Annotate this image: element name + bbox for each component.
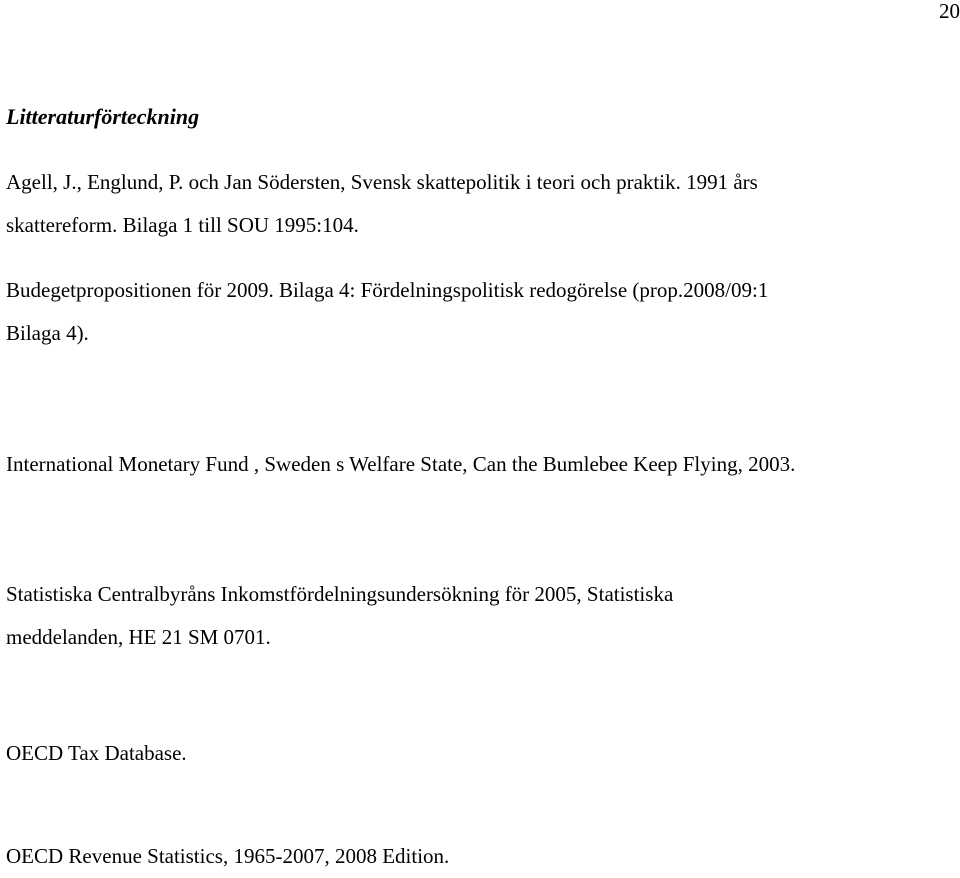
reference-line: OECD Tax Database. bbox=[6, 741, 187, 765]
reference-entry bbox=[6, 835, 960, 878]
reference-line: meddelanden, HE 21 SM 0701. bbox=[6, 625, 271, 649]
reference-line: Bilaga 4). bbox=[6, 321, 89, 345]
reference-line: International Monetary Fund , Sweden s Welfare State, Can the Bumlebee Keep Flying, 2003. bbox=[6, 452, 796, 476]
bibliography-heading: Litteraturförteckning bbox=[6, 104, 200, 129]
reference-line: Statistiska Centralbyråns Inkomstfördelningsundersökning för 2005, Statistiska bbox=[6, 582, 674, 606]
reference-line: Budegetpropositionen för 2009. Bilaga 4: Fördelningspolitisk redogörelse (prop.2008/09:1 bbox=[6, 278, 769, 302]
page-number: 20 bbox=[939, 0, 960, 23]
reference-entry bbox=[6, 269, 960, 355]
reference-entry bbox=[6, 161, 960, 247]
reference-line: skattereform. Bilaga 1 till SOU 1995:104. bbox=[6, 213, 359, 237]
reference-line: Agell, J., Englund, P. och Jan Södersten, Svensk skattepolitik i teori och praktik. 1991 års bbox=[6, 170, 758, 194]
reference-line: OECD Revenue Statistics, 1965-2007, 2008 Edition. bbox=[6, 844, 450, 868]
reference-entry bbox=[6, 732, 960, 775]
reference-entry bbox=[6, 573, 960, 659]
reference-entry bbox=[6, 443, 960, 486]
